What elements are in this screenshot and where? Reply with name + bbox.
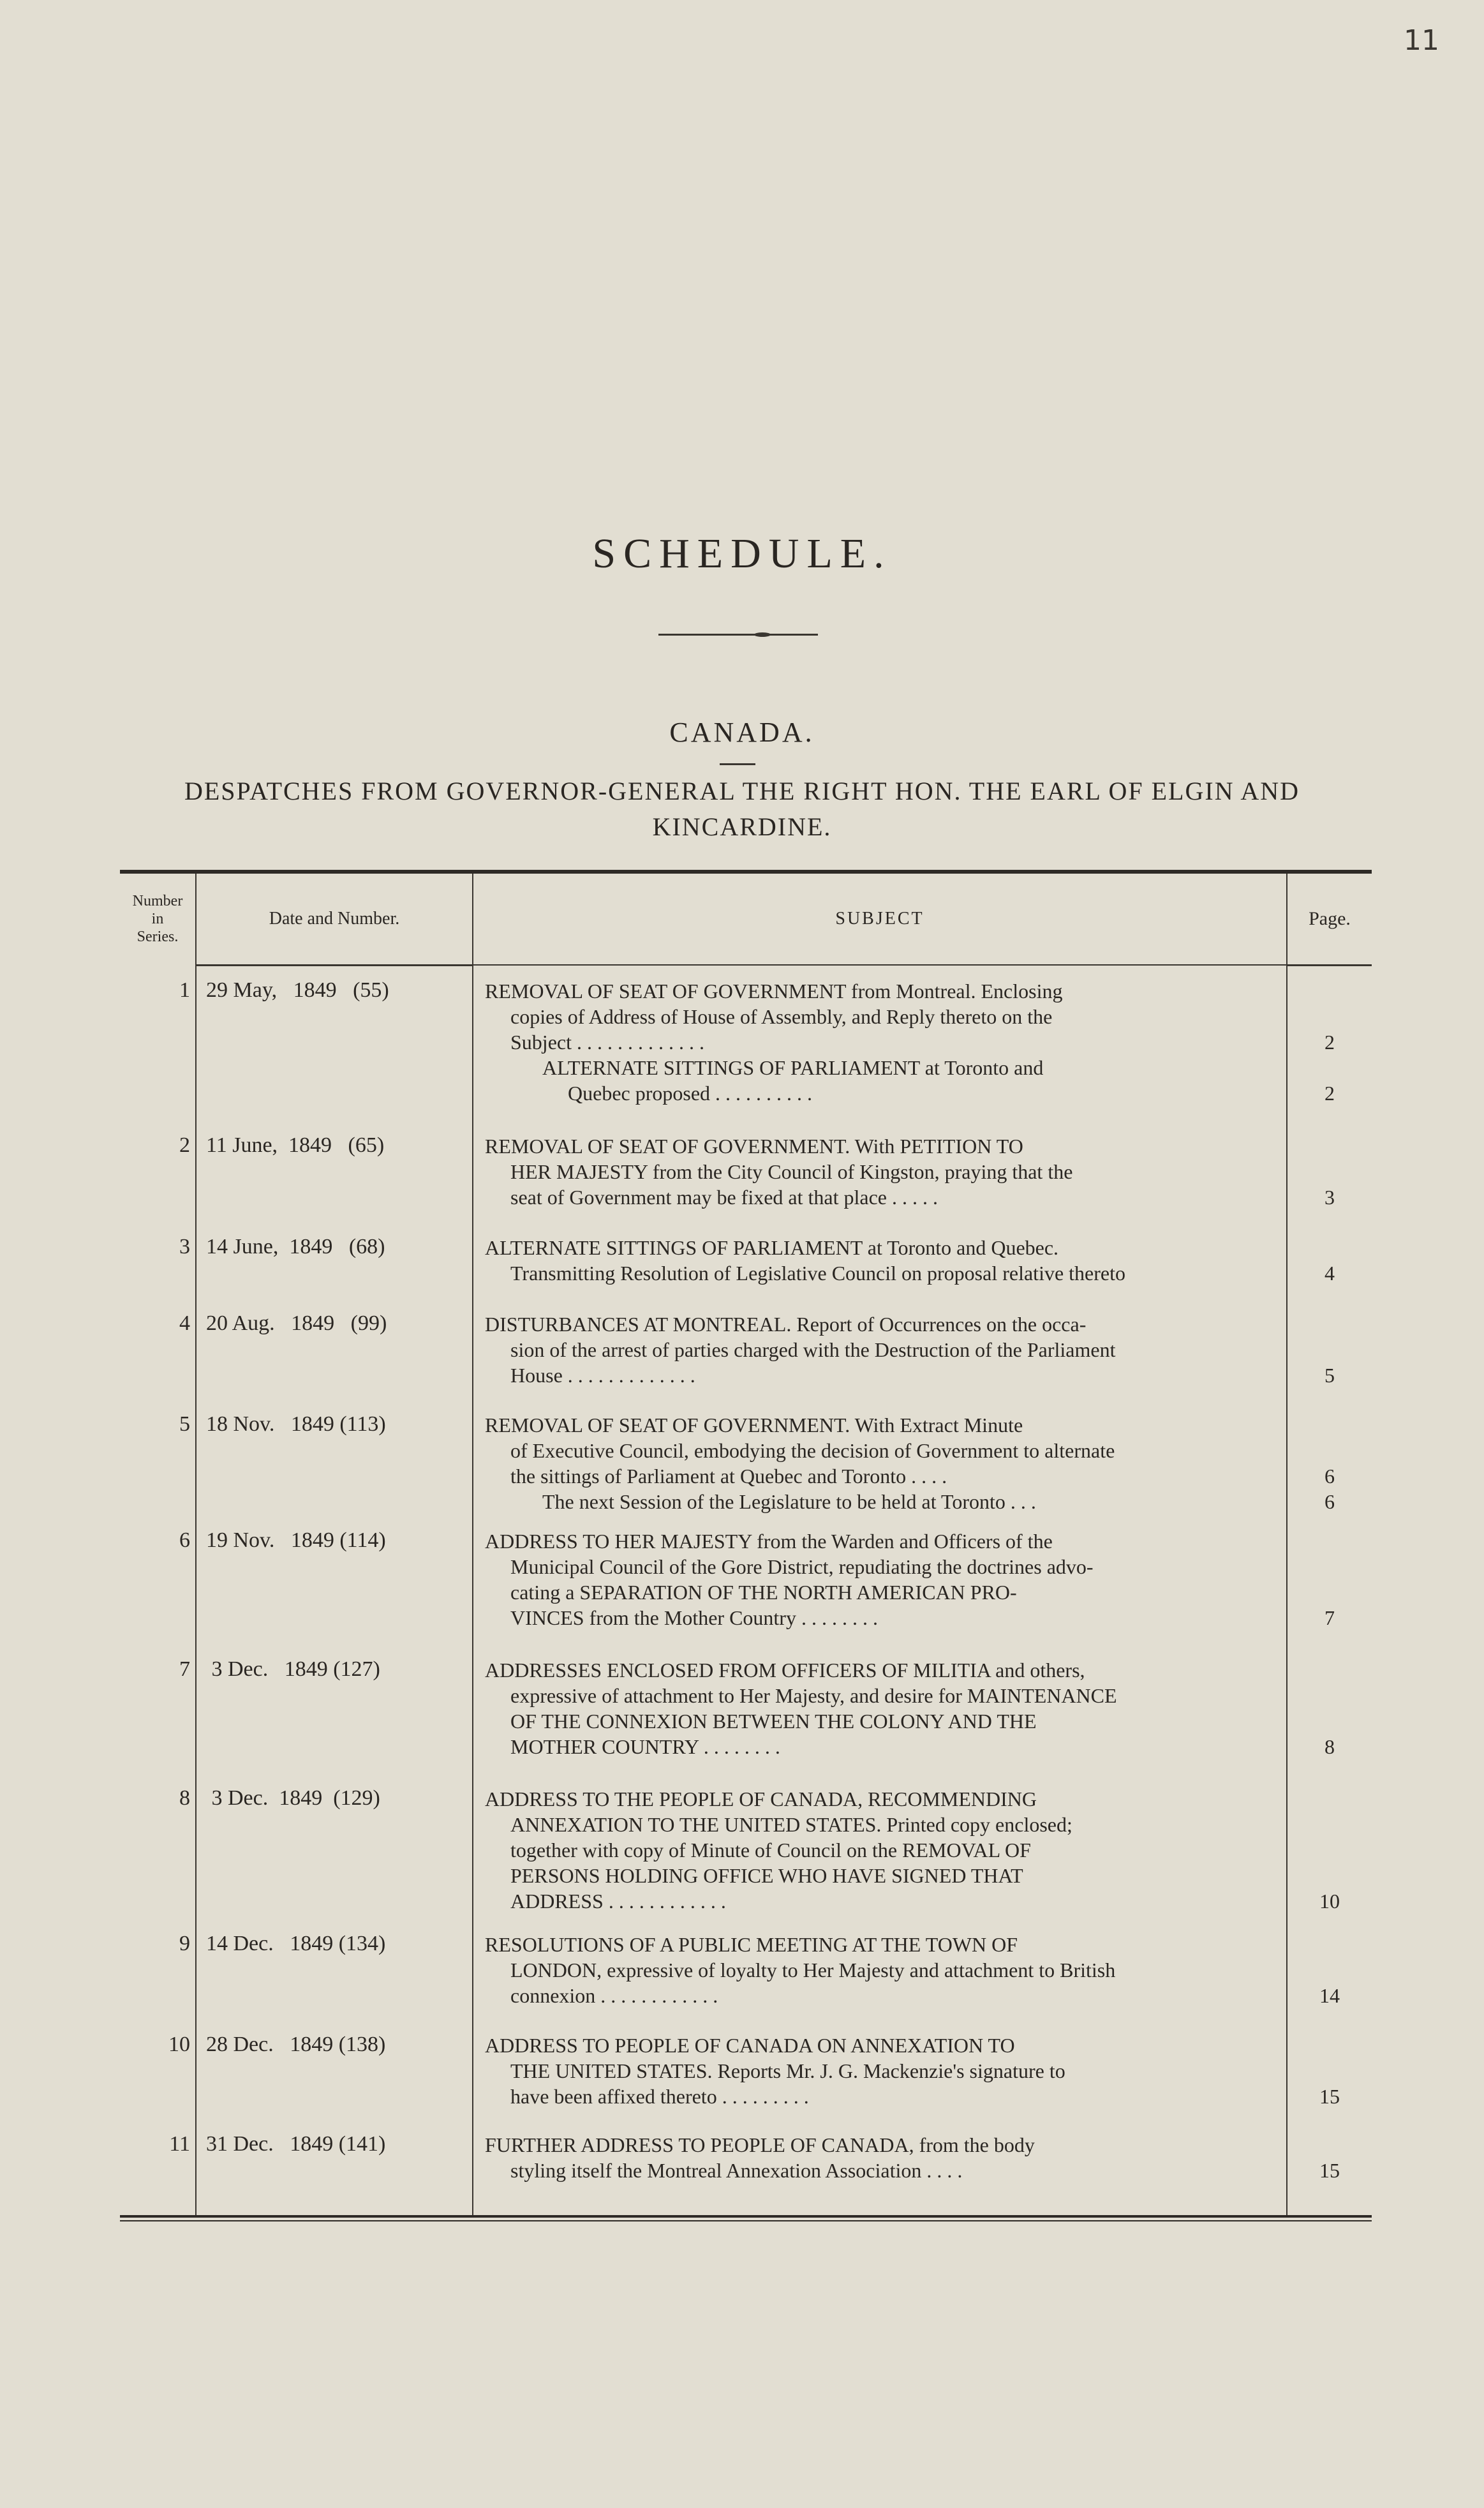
schedule-table [120,870,1372,2223]
header-subject: SUBJECT [835,909,924,929]
subject-line: PERSONS HOLDING OFFICE WHO HAVE SIGNED THAT [510,1864,1023,1887]
entry-page-number: 6 [1324,1490,1335,1513]
subject-line: REMOVAL OF SEAT OF GOVERNMENT from Montreal. Enclosing [485,980,1063,1003]
row-subject [485,1311,1335,1388]
subject-line: have been affixed thereto . . . . . . . . . [510,2085,809,2108]
row-date: 3 Dec. 1849 (129) [206,1786,380,1810]
table-bottom-rule [120,2215,1372,2218]
header-rule-page [1286,964,1372,966]
subject-line: ADDRESSES ENCLOSED FROM OFFICERS OF MILITIA and others, [485,1659,1085,1682]
row-number: 2 [179,1133,190,1157]
subject-line: ADDRESS TO PEOPLE OF CANADA ON ANNEXATION TO [485,2034,1015,2057]
row-date: 19 Nov. 1849 (114) [206,1528,386,1552]
row-number: 7 [179,1657,190,1681]
subject-entry [485,1235,1335,1286]
entry-page-number: 2 [1324,1082,1335,1105]
header-number-line2: in [151,911,164,927]
entry-page-number: 3 [1324,1186,1335,1209]
entry-page-number: 14 [1319,1984,1340,2007]
subject-line: copies of Address of House of Assembly, and Reply thereto on the [510,1005,1053,1028]
title-divider [658,634,818,636]
entry-page-number: 15 [1319,2085,1340,2108]
subject-line: the sittings of Parliament at Quebec and Toronto . . . . [510,1465,947,1488]
subject-entry [485,2033,1340,2109]
subject-entry [485,1133,1335,1210]
subject-line: ANNEXATION TO THE UNITED STATES. Printed copy enclosed; [510,1813,1072,1836]
entry-page-number: 2 [1324,1031,1335,1054]
subject-line: House . . . . . . . . . . . . . [510,1364,695,1387]
column-divider-number [195,874,197,2215]
row-date: 18 Nov. 1849 (113) [206,1412,386,1436]
row-subject [485,1235,1335,1286]
entry-page-number: 6 [1324,1465,1335,1488]
row-number: 5 [179,1412,190,1436]
subject-line: together with copy of Minute of Council on the REMOVAL OF [510,1839,1031,1862]
subject-line: Quebec proposed . . . . . . . . . . [568,1082,813,1105]
subject-line: FURTHER ADDRESS TO PEOPLE OF CANADA, from the body [485,2133,1035,2156]
subject-line: VINCES from the Mother Country . . . . . . . . [510,1606,878,1629]
subject-line: sion of the arrest of parties charged with the Destruction of the Parliament [510,1338,1116,1361]
document-subtitle: DESPATCHES FROM GOVERNOR-GENERAL THE RIGHT HON. THE EARL OF ELGIN AND KINCARDINE. [184,777,1300,841]
row-date: 31 Dec. 1849 (141) [206,2132,386,2156]
region-heading: CANADA. [669,717,815,748]
header-rule-date [195,964,472,966]
subject-line: Subject . . . . . . . . . . . . . [510,1031,704,1054]
subject-entry [485,1412,1335,1489]
subject-line: of Executive Council, embodying the decision of Government to alternate [510,1439,1115,1462]
page-number: 11 [1404,24,1439,57]
region-divider [720,763,755,765]
subject-entry [485,1055,1335,1106]
row-date: 14 June, 1849 (68) [206,1235,385,1258]
row-date: 28 Dec. 1849 (138) [206,2033,386,2056]
subject-line: ALTERNATE SITTINGS OF PARLIAMENT at Toronto and [542,1056,1044,1079]
row-subject [485,978,1335,1106]
row-subject [485,1786,1340,1914]
entry-page-number: 4 [1324,1262,1335,1285]
row-date: 20 Aug. 1849 (99) [206,1311,387,1335]
table-bottom-rule-thin [120,2220,1372,2221]
row-date: 14 Dec. 1849 (134) [206,1932,386,1955]
subject-line: seat of Government may be fixed at that place . . . . . [510,1186,938,1209]
row-subject [485,1657,1335,1759]
subject-line: OF THE CONNEXION BETWEEN THE COLONY AND THE [510,1710,1037,1733]
subject-entry [485,1786,1340,1914]
header-number-line3: Series. [137,929,179,945]
row-number: 8 [179,1786,190,1810]
page-title: SCHEDULE. [592,530,892,577]
row-subject [485,2033,1340,2109]
subject-entry [485,1528,1335,1631]
subject-line: cating a SEPARATION OF THE NORTH AMERICAN PRO- [510,1581,1017,1604]
subject-entry [485,978,1335,1055]
row-date: 3 Dec. 1849 (127) [206,1657,380,1681]
header-rule-subject [472,964,1286,966]
entry-page-number: 5 [1324,1364,1335,1387]
header-page: Page. [1309,908,1351,929]
subject-line: ADDRESS . . . . . . . . . . . . [510,1890,726,1913]
entry-page-number: 8 [1324,1735,1335,1758]
header-number-in-series [120,874,195,964]
subject-line: styling itself the Montreal Annexation Association . . . . [510,2159,963,2182]
row-number: 1 [179,978,190,1002]
row-number: 9 [179,1932,190,1955]
row-subject [485,1932,1340,2008]
subject-entry [485,1932,1340,2008]
subject-line: Municipal Council of the Gore District, repudiating the doctrines advo- [510,1555,1094,1578]
row-number: 3 [179,1235,190,1258]
subject-line: HER MAJESTY from the City Council of Kingston, praying that the [510,1160,1073,1183]
row-number: 10 [168,2033,190,2056]
row-subject [485,1133,1335,1210]
subject-line: ADDRESS TO THE PEOPLE OF CANADA, RECOMMENDING [485,1788,1037,1810]
subject-line: ALTERNATE SITTINGS OF PARLIAMENT at Toronto and Quebec. [485,1236,1059,1259]
subject-entry [485,1657,1335,1759]
subject-line: The next Session of the Legislature to be held at Toronto . . . [542,1490,1036,1513]
subject-entry [485,1311,1335,1388]
subject-line: THE UNITED STATES. Reports Mr. J. G. Mackenzie's signature to [510,2059,1065,2082]
entry-page-number: 7 [1324,1606,1335,1629]
row-subject [485,1412,1335,1514]
row-date: 11 June, 1849 (65) [206,1133,385,1157]
subject-line: expressive of attachment to Her Majesty, and desire for MAINTENANCE [510,1684,1117,1707]
subject-line: ADDRESS TO HER MAJESTY from the Warden and Officers of the [485,1530,1053,1553]
row-number: 4 [179,1311,190,1335]
subject-line: REMOVAL OF SEAT OF GOVERNMENT. With Extract Minute [485,1414,1023,1437]
row-date: 29 May, 1849 (55) [206,978,389,1002]
row-number: 6 [179,1528,190,1552]
subject-entry [485,2132,1340,2183]
entry-page-number: 10 [1319,1890,1340,1913]
row-subject [485,1528,1335,1631]
subject-line: RESOLUTIONS OF A PUBLIC MEETING AT THE TOWN OF [485,1933,1018,1956]
header-date: Date and Number. [269,909,400,929]
header-number-line1: Number [132,893,183,909]
subject-line: DISTURBANCES AT MONTREAL. Report of Occurrences on the occa- [485,1313,1087,1336]
subject-line: REMOVAL OF SEAT OF GOVERNMENT. With PETITION TO [485,1135,1023,1158]
subject-entry [485,1489,1335,1514]
subject-line: Transmitting Resolution of Legislative Council on proposal relative thereto [510,1262,1125,1285]
subject-line: LONDON, expressive of loyalty to Her Majesty and attachment to British [510,1959,1116,1982]
entry-page-number: 15 [1319,2159,1340,2182]
row-number: 11 [169,2132,190,2156]
row-subject [485,2132,1340,2183]
subject-line: MOTHER COUNTRY . . . . . . . . [510,1735,780,1758]
subject-line: connexion . . . . . . . . . . . . [510,1984,718,2007]
column-divider-subject [1286,874,1287,2215]
